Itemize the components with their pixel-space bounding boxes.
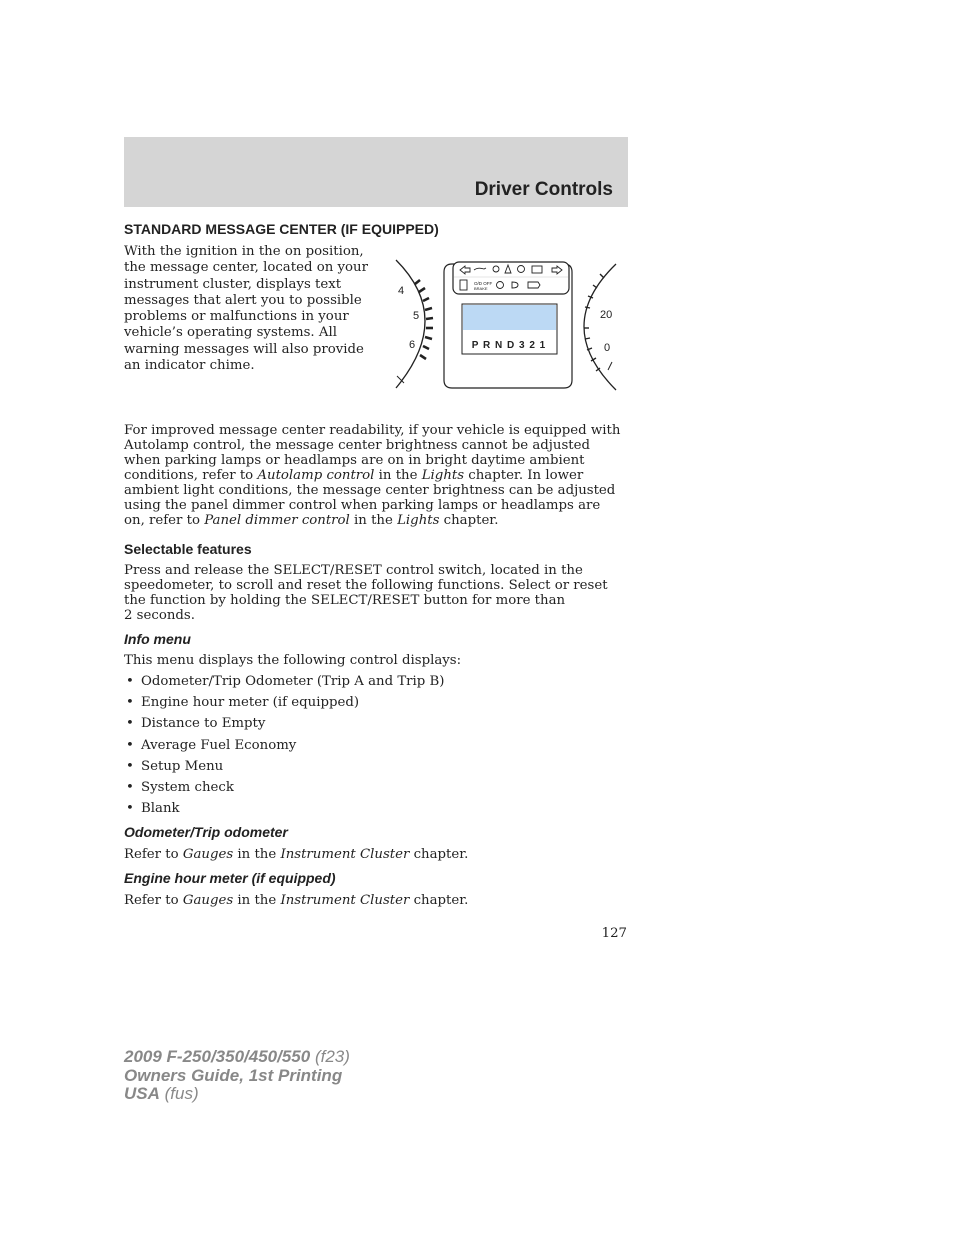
gear-indicator: P R N D 3 2 1	[471, 340, 547, 351]
xref-lights: Lights	[421, 468, 465, 483]
text-line: Autolamp control, the message center brightness cannot be adjusted	[124, 438, 591, 453]
readability-paragraph	[124, 423, 620, 528]
list-item: • Average Fuel Economy	[126, 737, 297, 753]
text-line: the function by holding the SELECT/RESET button for more than	[124, 593, 566, 608]
text-line: ambient light conditions, the message center brightness can be adjusted	[124, 483, 616, 498]
page-number: 127	[601, 926, 627, 941]
list-item: • Blank	[126, 801, 180, 817]
header-band	[124, 137, 628, 207]
gauge-number: 4	[398, 285, 405, 297]
message-display	[463, 305, 556, 330]
subheading-selectable-features: Selectable features	[124, 541, 252, 557]
list-item: • Odometer/Trip Odometer (Trip A and Trip B)	[126, 674, 445, 689]
chapter-title: Driver Controls	[474, 179, 613, 200]
intro-line: instrument cluster, displays text	[124, 276, 342, 292]
intro-line: vehicle’s operating systems. All	[124, 325, 337, 341]
xref-panel-dimmer: Panel dimmer control	[204, 513, 350, 528]
selectable-paragraph	[124, 563, 608, 623]
intro-paragraph	[124, 244, 368, 374]
intro-line: an indicator chime.	[124, 358, 255, 374]
text-line: when parking lamps or headlamps are on in bright daytime ambient	[124, 453, 585, 468]
xref-instrument-cluster: Instrument Cluster	[280, 847, 410, 862]
text-line: speedometer, to scroll and reset the following functions. Select or reset	[124, 578, 608, 593]
brake-indicator: BRAKE	[474, 286, 488, 291]
info-menu-intro: This menu displays the following control displays:	[124, 653, 462, 668]
text-line: conditions, refer to Autolamp control in the Lights chapter. In lower	[124, 468, 584, 483]
list-item: • System check	[126, 779, 234, 795]
xref-instrument-cluster: Instrument Cluster	[280, 893, 410, 908]
instrument-cluster-illustration	[392, 256, 628, 396]
list-item: • Setup Menu	[126, 758, 224, 774]
text-line: For improved message center readability, if your vehicle is equipped with	[124, 423, 621, 438]
footer-region: USA (fus)	[124, 1084, 199, 1103]
engine-hour-paragraph: Refer to Gauges in the Instrument Cluster chapter.	[124, 893, 469, 908]
gauge-number: 5	[413, 310, 420, 322]
list-item: • Distance to Empty	[126, 716, 266, 732]
text-line: Press and release the SELECT/RESET control switch, located in the	[124, 563, 583, 578]
intro-line: problems or malfunctions in your	[124, 309, 349, 325]
xref-gauges: Gauges	[182, 893, 234, 908]
gauge-number: 20	[600, 309, 613, 321]
footer-model: 2009 F-250/350/450/550 (f23)	[124, 1047, 350, 1066]
xref-autolamp: Autolamp control	[257, 468, 375, 483]
subheading-info-menu: Info menu	[124, 631, 191, 647]
od-off-indicator: O/D OFF	[474, 281, 493, 286]
gauge-number: 0	[604, 342, 611, 354]
footer-guide: Owners Guide, 1st Printing	[124, 1065, 343, 1085]
info-menu-list	[124, 674, 445, 822]
intro-line: messages that alert you to possible	[124, 292, 362, 308]
text-line: on, refer to Panel dimmer control in the Lights chapter.	[124, 513, 499, 528]
list-item: • Engine hour meter (if equipped)	[126, 695, 360, 711]
intro-line: the message center, located on your	[124, 260, 368, 276]
xref-gauges: Gauges	[182, 847, 234, 862]
message-center-figure	[392, 256, 628, 396]
intro-line: With the ignition in the on position,	[124, 244, 364, 259]
text-line: using the panel dimmer control when parking lamps or headlamps are	[124, 498, 601, 513]
section-title: STANDARD MESSAGE CENTER (IF EQUIPPED)	[124, 221, 439, 237]
text-line: 2 seconds.	[124, 608, 195, 623]
subheading-engine-hour-meter: Engine hour meter (if equipped)	[124, 870, 336, 886]
gauge-number: 6	[409, 339, 416, 351]
xref-lights: Lights	[397, 513, 440, 528]
intro-line: warning messages will also provide	[124, 341, 364, 357]
odometer-paragraph: Refer to Gauges in the Instrument Cluster chapter.	[124, 847, 469, 862]
document-footer	[124, 1048, 350, 1104]
subheading-odometer: Odometer/Trip odometer	[124, 824, 288, 840]
